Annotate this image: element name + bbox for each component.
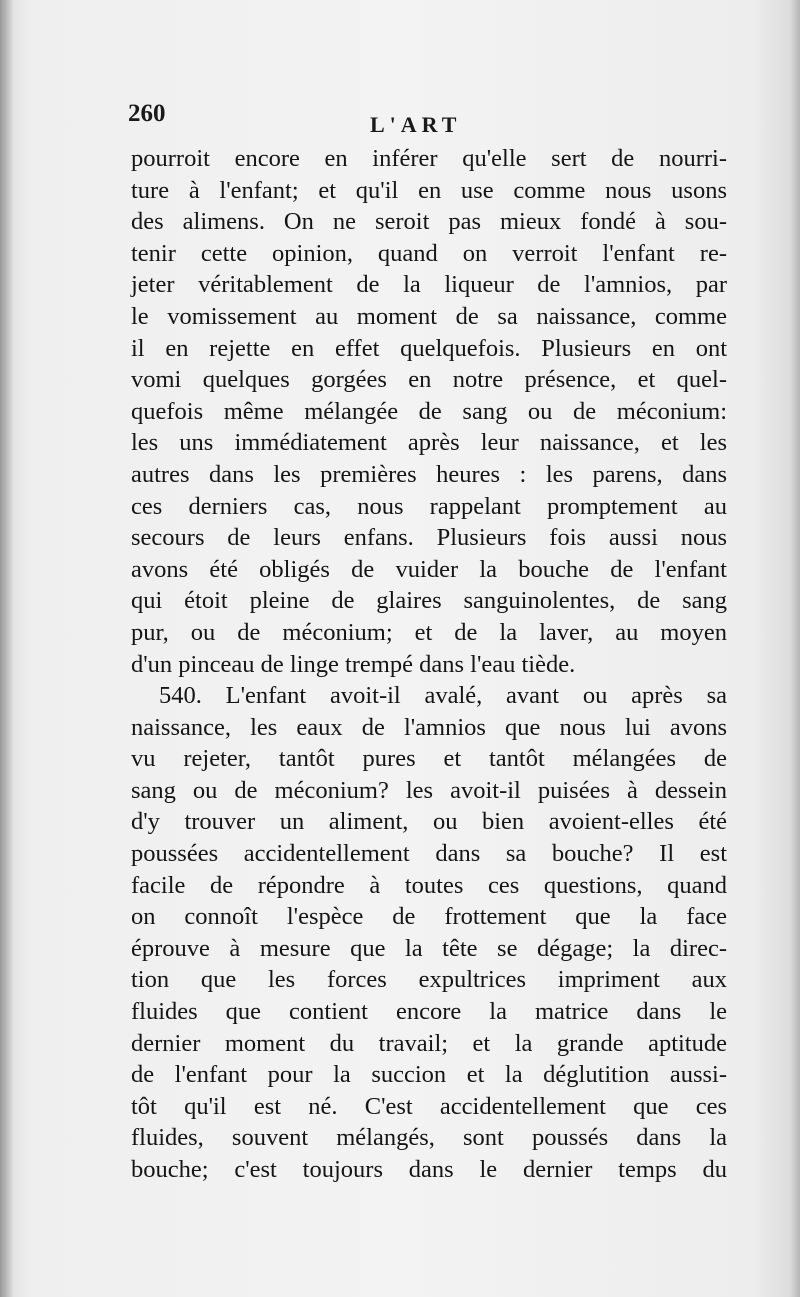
text-line: naissance, les eaux de l'amnios que nous lui avons [131, 713, 727, 741]
text-line: ture à l'enfant; et qu'il en use comme nous usons [131, 176, 727, 204]
text-line: vomi quelques gorgées en notre présence, et quel- [131, 366, 727, 394]
text-line: avons été obligés de vuider la bouche de l'enfant [131, 555, 727, 583]
text-line: il en rejette en effet quelquefois. Plusieurs en ont [131, 334, 727, 362]
text-line: poussées accidentellement dans sa bouche? Il est [131, 840, 727, 868]
text-line: de l'enfant pour la succion et la déglutition aussi- [131, 1061, 727, 1089]
text-line: éprouve à mesure que la tête se dégage; la direc- [131, 934, 727, 962]
text-line: fluides que contient encore la matrice dans le [131, 998, 727, 1026]
text-line: tion que les forces expultrices impriment aux [131, 966, 727, 994]
paragraph-start-line: 540. L'enfant avoit-il avalé, avant ou après sa [159, 682, 727, 710]
text-line: fluides, souvent mélangés, sont poussés dans la [131, 1124, 727, 1152]
text-line: quefois même mélangée de sang ou de méconium: [131, 397, 727, 425]
text-line: on connoît l'espèce de frottement que la face [131, 903, 727, 931]
text-line: ces derniers cas, nous rappelant promptement au [131, 492, 727, 520]
text-line: le vomissement au moment de sa naissance, comme [131, 302, 727, 330]
page-left-shadow [0, 0, 14, 1297]
text-line: autres dans les premières heures : les parens, dans [131, 460, 727, 488]
text-line: facile de répondre à toutes ces questions, quand [131, 871, 727, 899]
text-line: secours de leurs enfans. Plusieurs fois aussi nous [131, 524, 727, 552]
running-head: L'ART [370, 112, 462, 137]
text-line: dernier moment du travail; et la grande aptitude [131, 1029, 727, 1057]
body-text [131, 143, 727, 1186]
text-line: pur, ou de méconium; et de la laver, au moyen [131, 618, 727, 646]
text-line: pourroit encore en inférer qu'elle sert de nourri- [131, 145, 727, 172]
text-line: vu rejeter, tantôt pures et tantôt mélangées de [131, 745, 727, 773]
text-line: d'y trouver un aliment, ou bien avoient-elles été [131, 808, 727, 836]
page-header [128, 100, 728, 140]
text-line: qui étoit pleine de glaires sanguinolentes, de sang [131, 587, 727, 615]
text-line: les uns immédiatement après leur naissance, et les [131, 429, 727, 457]
text-line: sang ou de méconium? les avoit-il puisées à dessein [131, 776, 727, 804]
text-line: jeter véritablement de la liqueur de l'amnios, par [131, 271, 727, 299]
page-number: 260 [128, 100, 166, 127]
text-line: tenir cette opinion, quand on verroit l'enfant re- [131, 239, 727, 267]
text-line: bouche; c'est toujours dans le dernier temps du [131, 1156, 727, 1183]
page-right-shadow [790, 0, 800, 1297]
text-line: des alimens. On ne seroit pas mieux fondé à sou- [131, 208, 727, 236]
text-line: tôt qu'il est né. C'est accidentellement que ces [131, 1092, 727, 1120]
text-line: d'un pinceau de linge trempé dans l'eau tiède. [131, 650, 576, 678]
